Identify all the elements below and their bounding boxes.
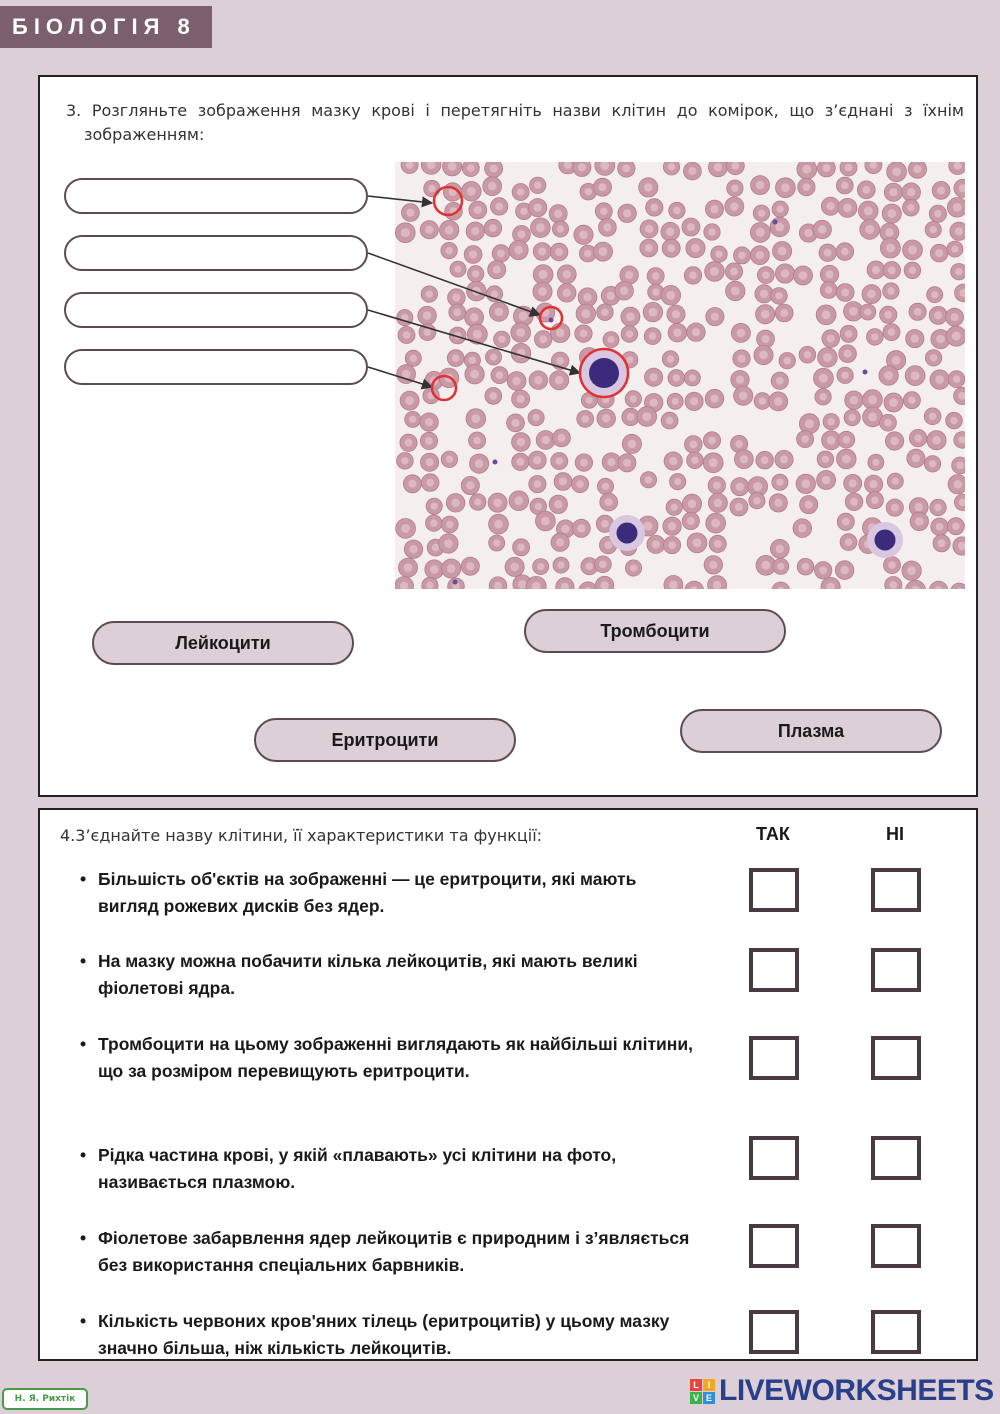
platelet-4 bbox=[863, 370, 868, 375]
chip-platelets[interactable]: Тромбоцити bbox=[524, 609, 786, 653]
leukocyte-nucleus-3 bbox=[875, 530, 896, 551]
logo-letter-l: L bbox=[690, 1379, 702, 1391]
subject-title: БІОЛОГІЯ 8 bbox=[0, 6, 212, 48]
drop-field-3[interactable] bbox=[64, 292, 368, 328]
checkbox-yes-4[interactable] bbox=[749, 1136, 799, 1180]
checkbox-no-1[interactable] bbox=[871, 868, 921, 912]
logo-letter-e: E bbox=[703, 1392, 715, 1404]
column-no-header: НІ bbox=[886, 824, 904, 844]
checkbox-no-5[interactable] bbox=[871, 1224, 921, 1268]
logo-text: LIVEWORKSHEETS bbox=[719, 1374, 994, 1407]
checkbox-yes-5[interactable] bbox=[749, 1224, 799, 1268]
statement-5: • Фіолетове забарвлення ядер лейкоцитів є природним і з’являється без використання спеціальних барвників. bbox=[80, 1225, 700, 1279]
checkbox-no-2[interactable] bbox=[871, 948, 921, 992]
platelet-2 bbox=[493, 460, 498, 465]
task3-panel bbox=[38, 75, 978, 797]
task4-instruction: 4.3’єднайте назву клітини, її характеристики та функції: bbox=[60, 826, 543, 845]
statement-2: • На мазку можна побачити кілька лейкоцитів, які мають великі фіолетові ядра. bbox=[80, 948, 700, 1002]
checkbox-yes-6[interactable] bbox=[749, 1310, 799, 1354]
drop-field-4[interactable] bbox=[64, 349, 368, 385]
platelet-5 bbox=[453, 580, 458, 585]
chip-erythrocytes[interactable]: Еритроцити bbox=[254, 718, 516, 762]
statement-1: • Більшість об'єктів на зображенні — це еритроцити, які мають вигляд рожевих дисків без ядер. bbox=[80, 866, 700, 920]
chip-leukocytes[interactable]: Лейкоцити bbox=[92, 621, 354, 665]
checkbox-yes-1[interactable] bbox=[749, 868, 799, 912]
checkbox-no-3[interactable] bbox=[871, 1036, 921, 1080]
author-badge: Н. Я. Рихтік bbox=[2, 1388, 88, 1410]
liveworksheets-logo[interactable] bbox=[690, 1374, 994, 1408]
chip-plasma[interactable]: Плазма bbox=[680, 709, 942, 753]
task3-instruction: 3. Розгляньте зображення мазку крові і перетягніть назви клітин до комірок, що з’єднані з їхнім зображенням: bbox=[66, 101, 964, 144]
platelet-3 bbox=[773, 220, 778, 225]
drop-field-1[interactable] bbox=[64, 178, 368, 214]
column-yes-header: ТАК bbox=[756, 824, 790, 844]
statement-4: • Рідка частина крові, у якій «плавають» усі клітини на фото, називається плазмою. bbox=[80, 1142, 700, 1196]
statement-3: • Тромбоцити на цьому зображенні виглядають як найбільші клітини, що за розміром перевищують еритроцити. bbox=[80, 1031, 700, 1085]
checkbox-yes-2[interactable] bbox=[749, 948, 799, 992]
checkbox-no-6[interactable] bbox=[871, 1310, 921, 1354]
leukocyte-nucleus-1 bbox=[589, 358, 619, 388]
statement-6: • Кількість червоних кров'яних тілець (еритроцитів) у цьому мазку значно більша, ніж кількість лейкоцитів. bbox=[80, 1308, 700, 1362]
live-letters-icon bbox=[690, 1379, 715, 1404]
checkbox-no-4[interactable] bbox=[871, 1136, 921, 1180]
leukocyte-nucleus-2 bbox=[617, 523, 638, 544]
blood-smear-image bbox=[395, 162, 965, 589]
task4-panel bbox=[38, 808, 978, 1361]
checkbox-yes-3[interactable] bbox=[749, 1036, 799, 1080]
logo-letter-v: V bbox=[690, 1392, 702, 1404]
logo-letter-i: I bbox=[703, 1379, 715, 1391]
blood-smear-illustration bbox=[395, 162, 965, 589]
drop-field-2[interactable] bbox=[64, 235, 368, 271]
platelet-1 bbox=[549, 318, 554, 323]
